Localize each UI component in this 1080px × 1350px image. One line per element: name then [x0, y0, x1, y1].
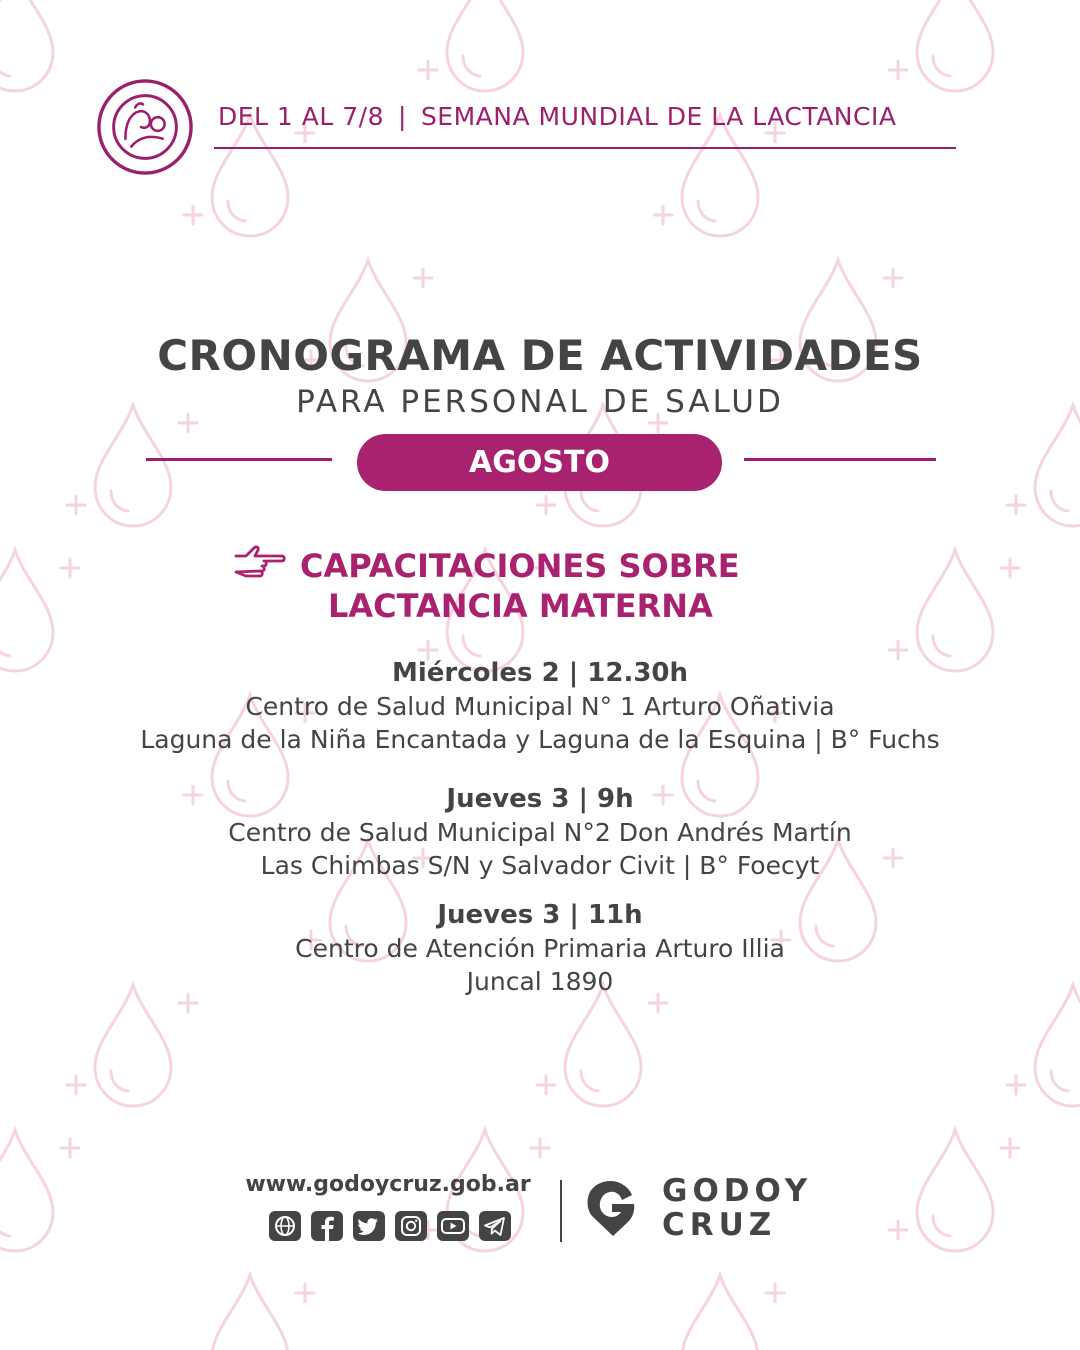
telegram-icon[interactable]	[478, 1210, 512, 1242]
event-when: Jueves 3 | 11h	[437, 900, 643, 930]
header-dates: DEL 1 AL 7/8	[218, 102, 384, 131]
event-place: Centro de Atención Primaria Arturo Illia	[295, 934, 785, 963]
event-item	[0, 782, 1080, 882]
event-place: Centro de Salud Municipal N° 1 Arturo Oñativia	[245, 692, 835, 721]
event-item	[0, 898, 1080, 998]
drop-motif	[184, 115, 314, 236]
drop-motif	[184, 1275, 314, 1350]
drop-motif	[889, 550, 1019, 671]
facebook-icon[interactable]	[310, 1210, 344, 1242]
drop-motif	[889, 1130, 1019, 1251]
drop-motif	[654, 1275, 784, 1350]
brand-name-line1: GODOY	[662, 1173, 813, 1209]
event-address: Juncal 1890	[466, 967, 614, 996]
pointing-hand-icon	[232, 542, 288, 582]
drop-motif	[0, 550, 79, 671]
page-title: CRONOGRAMA DE ACTIVIDADES	[157, 331, 923, 380]
header-divider	[214, 147, 956, 149]
youtube-icon[interactable]	[436, 1210, 470, 1242]
section-title	[300, 546, 860, 626]
drop-motif	[67, 405, 197, 526]
brand-name-line2: CRUZ	[662, 1207, 777, 1243]
event-item	[0, 656, 1080, 756]
month-badge: AGOSTO	[357, 434, 722, 491]
drop-motif	[0, 1130, 79, 1251]
drop-motif	[1007, 985, 1080, 1106]
website-link[interactable]: www.godoycruz.gob.ar	[245, 1172, 531, 1197]
page-subtitle: PARA PERSONAL DE SALUD	[296, 384, 784, 420]
month-divider-left	[146, 458, 332, 461]
header-event-name: SEMANA MUNDIAL DE LA LACTANCIA	[420, 102, 897, 131]
event-address: Laguna de la Niña Encantada y Laguna de la Esquina | B° Fuchs	[140, 725, 940, 754]
drop-motif	[0, 0, 79, 91]
event-when: Jueves 3 | 9h	[446, 784, 634, 814]
brand-name	[662, 1174, 842, 1242]
footer-divider	[560, 1180, 562, 1242]
godoy-cruz-logo-icon	[584, 1176, 642, 1238]
header-event-line	[218, 102, 958, 131]
drop-motif	[419, 0, 549, 91]
twitter-icon[interactable]	[352, 1210, 386, 1242]
instagram-icon[interactable]	[394, 1210, 428, 1242]
drop-motif	[537, 985, 667, 1106]
event-address: Las Chimbas S/N y Salvador Civit | B° Foecyt	[260, 851, 820, 880]
section-title-line2: LACTANCIA MATERNA	[328, 587, 713, 625]
header-separator: |	[398, 102, 407, 131]
drop-motif	[889, 0, 1019, 91]
drop-motif	[67, 985, 197, 1106]
drop-motif	[1007, 405, 1080, 526]
drop-motif	[654, 115, 784, 236]
event-place: Centro de Salud Municipal N°2 Don Andrés Martín	[228, 818, 852, 847]
section-title-line1: CAPACITACIONES SOBRE	[300, 547, 740, 585]
event-when: Miércoles 2 | 12.30h	[391, 658, 689, 688]
breastfeeding-logo-icon	[96, 78, 194, 176]
month-divider-right	[744, 458, 936, 461]
web-icon[interactable]	[268, 1210, 302, 1242]
